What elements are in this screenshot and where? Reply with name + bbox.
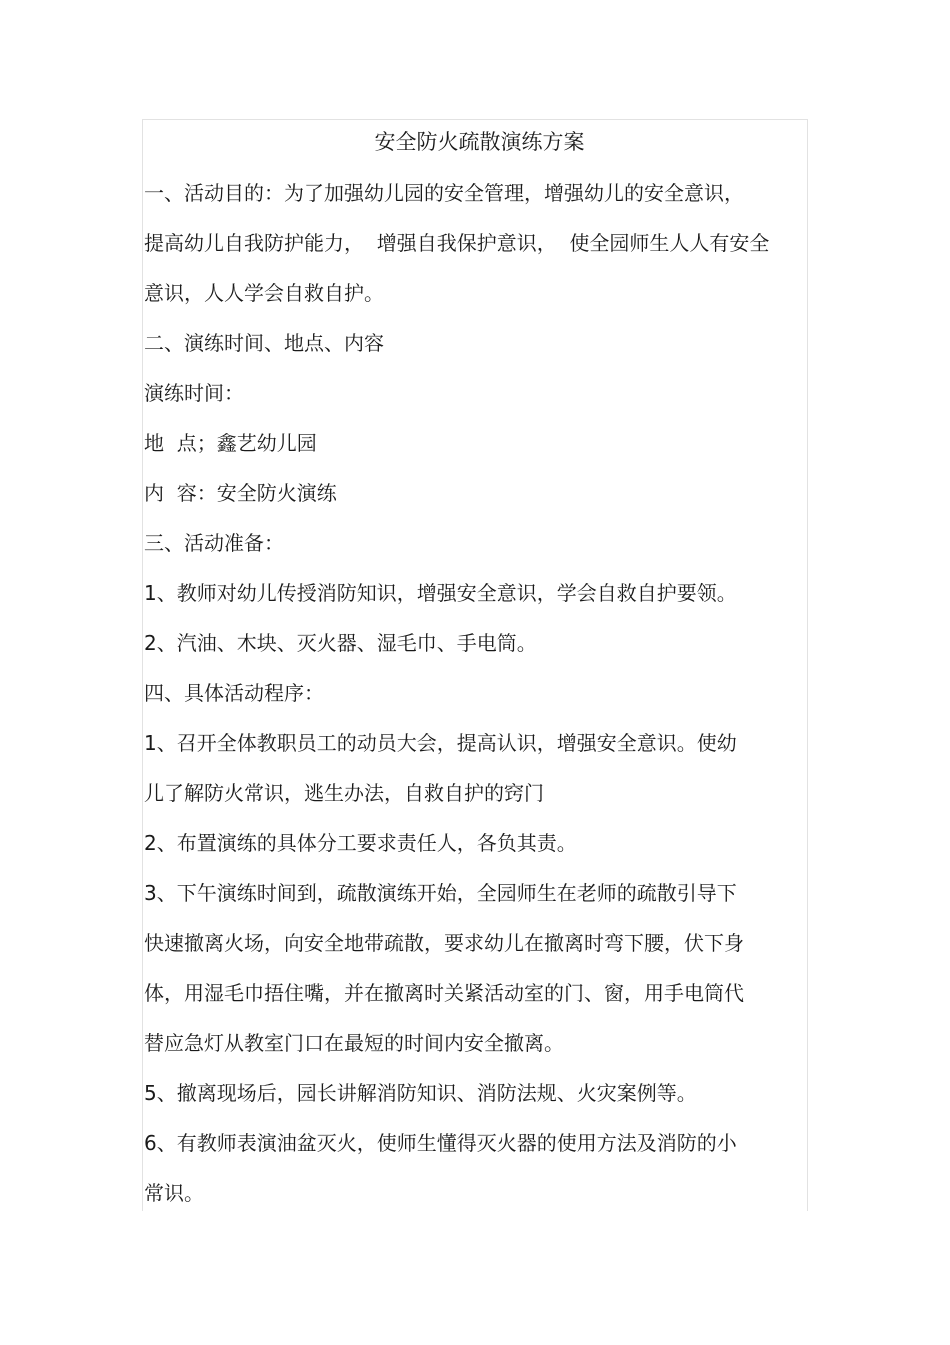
text-line: 快速撤离火场，向安全地带疏散，要求幼儿在撤离时弯下腰，伏下身 [144, 931, 744, 955]
document-title: 安全防火疏散演练方案 [374, 130, 585, 154]
text-line: 内 容：安全防火演练 [144, 481, 337, 505]
text-line: 1、教师对幼儿传授消防知识，增强安全意识，学会自救自护要领。 [144, 581, 737, 605]
text-line: 一、活动目的：为了加强幼儿园的安全管理，增强幼儿的安全意识， [144, 181, 744, 205]
document-body [144, 120, 799, 1218]
text-line: 演练时间： [144, 381, 244, 405]
text-line: 体，用湿毛巾捂住嘴，并在撤离时关紧活动室的门、窗，用手电筒代 [144, 981, 744, 1005]
text-line: 1、召开全体教职员工的动员大会，提高认识，增强安全意识。使幼 [144, 731, 737, 755]
section-heading: 二、演练时间、地点、内容 [144, 331, 384, 355]
page-frame-right-border [807, 119, 808, 1211]
text-line: 地 点；鑫艺幼儿园 [144, 431, 317, 455]
text-line: 6、有教师表演油盆灭火，使师生懂得灭火器的使用方法及消防的小 [144, 1131, 737, 1155]
section-heading: 四、具体活动程序： [144, 681, 324, 705]
text-line: 2、汽油、木块、灭火器、湿毛巾、手电筒。 [144, 631, 537, 655]
text-line: 意识，人人学会自救自护。 [144, 281, 384, 305]
text-line: 替应急灯从教室门口在最短的时间内安全撤离。 [144, 1031, 564, 1055]
text-line: 5、撤离现场后，园长讲解消防知识、消防法规、火灾案例等。 [144, 1081, 697, 1105]
text-line: 2、布置演练的具体分工要求责任人，各负其责。 [144, 831, 577, 855]
text-line: 儿了解防火常识，逃生办法，自救自护的窍门 [144, 781, 544, 805]
section-heading: 三、活动准备： [144, 531, 284, 555]
page-frame-left-border [142, 119, 143, 1211]
text-line: 提高幼儿自我防护能力， 增强自我保护意识， 使全园师生人人有安全 [144, 231, 770, 255]
text-line: 3、下午演练时间到，疏散演练开始，全园师生在老师的疏散引导下 [144, 881, 737, 905]
text-line: 常识。 [144, 1181, 204, 1205]
